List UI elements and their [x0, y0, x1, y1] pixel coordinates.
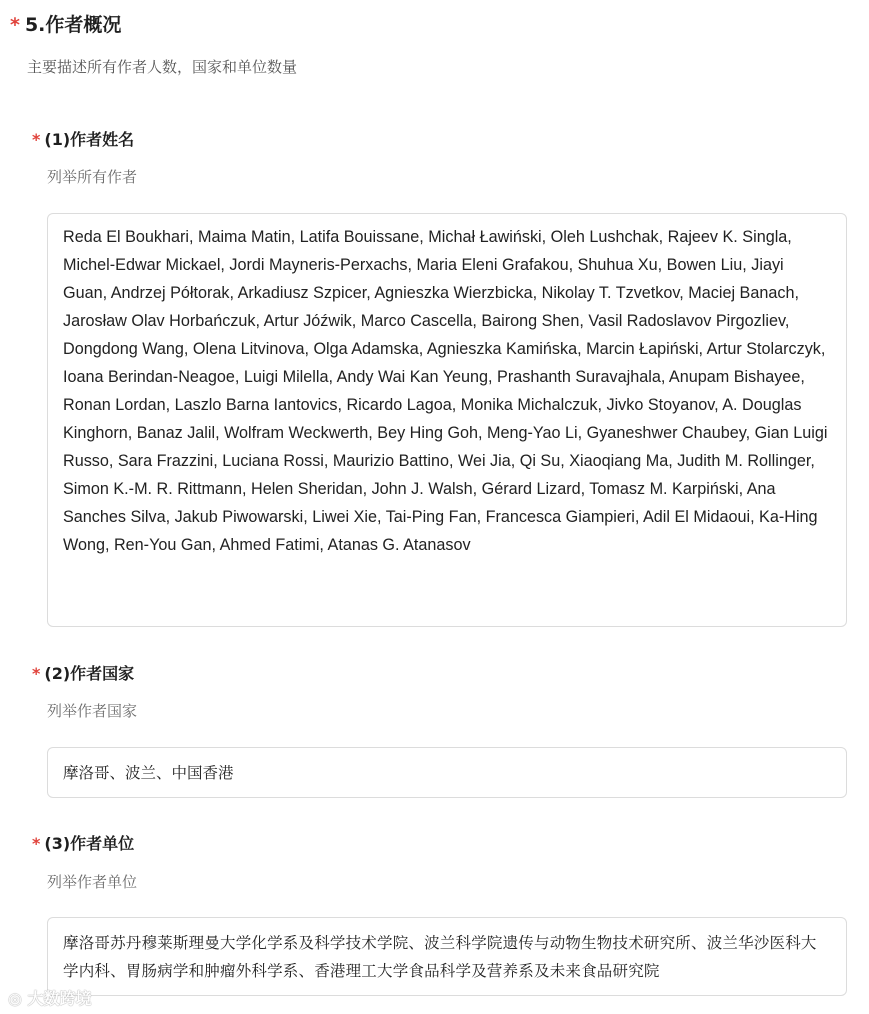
field-hint-author-institutions: 列举作者单位 — [47, 873, 138, 891]
author-countries-value: 摩洛哥、波兰、中国香港 — [63, 764, 234, 782]
field-label-text: (1)作者姓名 — [44, 130, 135, 149]
field-hint-author-countries: 列举作者国家 — [47, 702, 138, 720]
field-label-text: (2)作者国家 — [44, 664, 135, 683]
section-title — [10, 10, 121, 37]
required-asterisk: * — [10, 14, 20, 36]
author-names-value: Reda El Boukhari, Maima Matin, Latifa Bouissane, Michał Ławiński, Oleh Lushchak, Rajeev K. Singla, Michel-Edwar Mickael, Jordi Mayneris-Perxachs, Maria Eleni Grafakou, Shuhua Xu, Bowen Liu, Jiayi Guan, Andrzej Półtorak, Arkadiusz Szpicer, Agnieszka Wierzbicka, Nikolay T. Tzvetkov, Maciej Banach, Jarosław Olav Horbańczuk, Artur Jóźwik, Marco Cascella, Bairong Shen, Vasil Radoslavov Pirgozliev, Dongdong Wang, Olena Litvinova, Olga Adamska, Agnieszka Kamińska, Marcin Łapiński, Artur Stolarczyk, Ioana Berindan-Neagoe, Luigi Milella, Andy Wai Kan Yeung, Prashanth Suravajhala, Anupam Bishayee, Ronan Lordan, Laszlo Barna Iantovics, Ricardo Lagoa, Monika Michalczuk, Jivko Stoyanov, A. Douglas Kinghorn, Banaz Jalil, Wolfram Weckwerth, Bey Hing Goh, Meng-Yao Li, Gyaneshwer Chaubey, Gian Luigi Russo, Sara Frazzini, Luciana Rossi, Maurizio Battino, Wei Jia, Qi Su, Xiaoqiang Ma, Judith M. Rollinger, Simon K.-M. R. Rittmann, Helen Sheridan, John J. Walsh, Gérard Lizard, Tomasz M. Karpiński, Ana Sanches Silva, Jakub Piwowarski, Liwei Xie, Tai-Ping Fan, Francesca Giampieri, Adil El Midaoui, Ka-Hing Wong, Ren-You Gan, Ahmed Fatimi, Atanas G. Atanasov — [63, 228, 828, 554]
field-hint-author-names: 列举所有作者 — [47, 168, 138, 186]
author-institutions-textarea[interactable] — [47, 917, 847, 996]
section-description: 主要描述所有作者人数，国家和单位数量 — [27, 58, 298, 76]
watermark-text: 大数跨境 — [27, 989, 92, 1008]
field-label-author-countries — [32, 661, 134, 684]
watermark-icon: ◎ — [8, 989, 28, 1008]
section-title-text: 5.作者概况 — [24, 14, 122, 36]
field-label-text: (3)作者单位 — [44, 834, 135, 853]
field-label-author-institutions — [32, 831, 134, 854]
author-countries-input[interactable] — [47, 747, 847, 798]
required-asterisk: * — [32, 834, 41, 853]
field-label-author-names — [32, 127, 134, 150]
required-asterisk: * — [32, 664, 41, 683]
author-names-textarea[interactable] — [47, 213, 847, 627]
watermark-logo — [8, 986, 92, 1009]
required-asterisk: * — [32, 130, 41, 149]
author-institutions-value: 摩洛哥苏丹穆莱斯理曼大学化学系及科学技术学院、波兰科学院遗传与动物生物技术研究所、波兰华沙医科大学内科、胃肠病学和肿瘤外科学系、香港理工大学食品科学及营养系及未来食品研究院 — [63, 934, 817, 980]
